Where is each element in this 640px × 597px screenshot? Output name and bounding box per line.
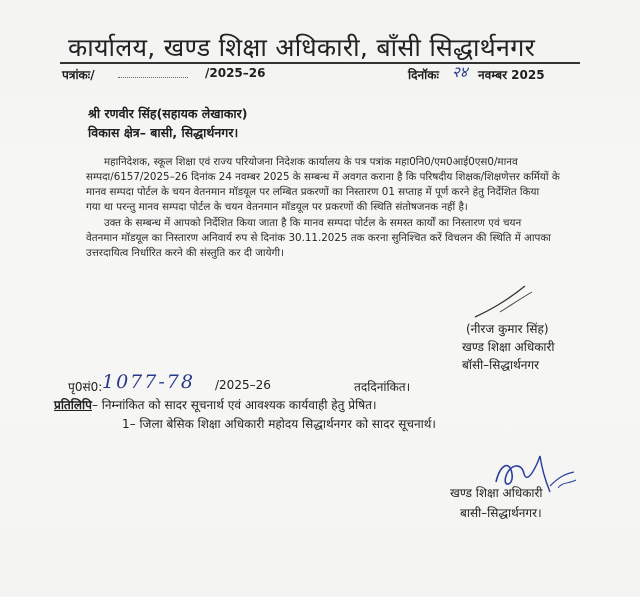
- signatory-designation: खण्ड शिक्षा अधिकारी: [462, 340, 555, 354]
- ref-year: /2025–26: [205, 66, 266, 80]
- para1-line1: महानिदेशक, स्कूल शिक्षा एवं राज्य परियोजना निदेशक कार्यालय के पत्र पत्रांक महा0नि0/एम0आई0एस0/मानव: [104, 156, 518, 168]
- para2-line3: उत्तरदायित्व निर्धारित करने की संस्तुति कर दी जायेगी।: [86, 247, 284, 259]
- addressee-name: श्री रणवीर सिंह(सहायक लेखाकार): [88, 106, 248, 121]
- para1-line3: मानव सम्पदा पोर्टल के चयन वेतनमान मॉडयूल पर लम्बित प्रकरणों का निस्तारण 01 सप्ताह में पूर्ण करने हेतु निर्देशित किया: [86, 186, 540, 198]
- copy-ref-label: पृ0सं0:: [68, 380, 103, 394]
- signatory2-designation: खण्ड शिक्षा अधिकारी: [450, 486, 543, 500]
- signatory-name: (नीरज कुमार सिंह): [466, 322, 549, 336]
- para2-line1: उक्त के सम्बन्ध में आपको निर्देशित किया जाता है कि मानव सम्पदा पोर्टल के समस्त कार्यों का निस्तारण एवं चयन: [104, 217, 522, 229]
- header-rule: [60, 62, 580, 64]
- date-handwritten: २४: [452, 63, 468, 81]
- para1-line2: सम्पदा/6157/2025–26 दिनांक 24 नवम्बर 2025 के सम्बन्ध में अवगत कराना है कि परिषदीय शिक्षक/शिक्षणेत्तर कर्मियों के: [86, 171, 560, 183]
- copy-dated: तददिनांकित।: [354, 380, 411, 394]
- para2-line2: वेतनमान मॉडयूल का निस्तारण अनिवार्य रुप से दिनांक 30.11.2025 तक करना सुनिश्चित करें विचलन की स्थिति में आपका: [86, 232, 551, 244]
- ref-label: पत्रांकः/: [62, 68, 95, 82]
- ref-blank: [118, 77, 188, 78]
- addressee-area: विकास क्षेत्र– बासी, सिद्धार्थनगर।: [88, 125, 239, 140]
- copy-ref-handwritten: 1077-78: [102, 371, 195, 393]
- copy-ref-year: /2025–26: [215, 378, 271, 392]
- copy-item-1: 1– जिला बेसिक शिक्षा अधिकारी महोदय सिद्धार्थनगर को सादर सूचनार्थ।: [122, 417, 436, 431]
- office-title: कार्यालय, खण्ड शिक्षा अधिकारी, बाँसी सिद्धार्थनगर: [68, 33, 536, 62]
- date-label: दिनॉकः: [408, 68, 439, 82]
- signatory-place: बॉसी–सिद्धार्थनगर: [462, 358, 540, 372]
- pratilipi-label: प्रतिलिपि: [54, 398, 92, 412]
- signature-scribble-1: [470, 282, 540, 322]
- pratilipi-text: – निम्नांकित को सादर सूचनार्थ एवं आवश्यक कार्यवाही हेतु प्रेषित।: [91, 398, 377, 412]
- para1-line4: गया था परन्तु मानव सम्पदा पोर्टल के चयन वेतनमान मॉडयूल पर प्रकरणों की स्थिति संतोषजनक नहीं है।: [86, 201, 468, 213]
- signatory2-place: बासी–सिद्धार्थनगर।: [460, 506, 542, 520]
- pratilipi-row: [54, 396, 377, 413]
- date-rest: नवम्बर 2025: [478, 68, 545, 82]
